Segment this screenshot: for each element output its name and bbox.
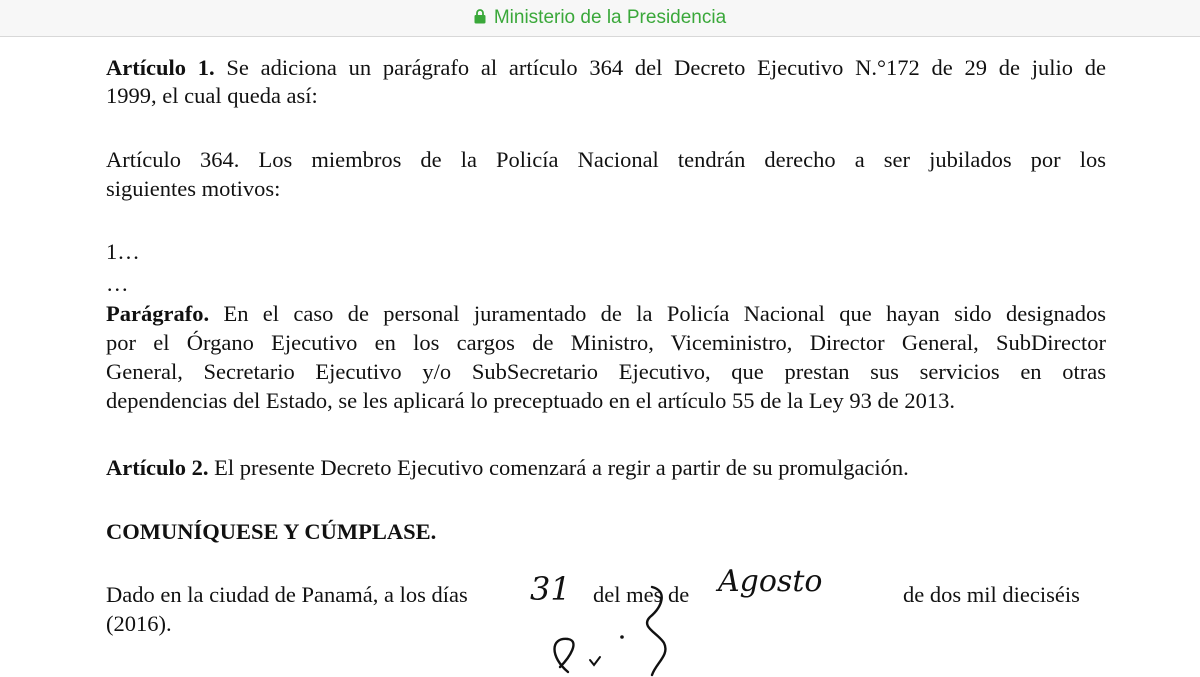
url-display[interactable] <box>0 0 1200 36</box>
handwritten-month: Agosto <box>718 564 823 599</box>
article-2-text: El presente Decreto Ejecutivo comenzará a regir a partir de su promulgación. <box>214 455 909 480</box>
dado-line-part-a: Dado en la ciudad de Panamá, a los días <box>106 582 468 607</box>
list-item-1: 1… <box>106 239 140 264</box>
article-1-text: Se adiciona un parágrafo al artículo 364 del Decreto Ejecutivo N.°172 de 29 de julio de <box>226 55 1107 80</box>
paragrafo-text: En el caso de personal juramentado de la Policía Nacional que hayan sido designados <box>223 301 1107 326</box>
dado-line-part-c: de dos mil dieciséis <box>903 582 1080 607</box>
paragrafo-line-1 <box>106 301 1106 327</box>
article-2-line <box>106 455 909 481</box>
dado-line-part-b: del mes de <box>593 582 690 607</box>
lock-icon <box>474 8 486 30</box>
paragrafo-line-3: General, Secretario Ejecutivo y/o SubSecretario Ejecutivo, que prestan sus servicios en otras <box>106 359 1106 384</box>
article-364-line-1: Artículo 364. Los miembros de la Policía Nacional tendrán derecho a ser jubilados por los <box>106 147 1106 172</box>
article-364-line-2: siguientes motivos: <box>106 176 281 201</box>
paragrafo-line-2: por el Órgano Ejecutivo en los cargos de Ministro, Viceministro, Director General, SubDirector <box>106 330 1106 355</box>
site-title: Ministerio de la Presidencia <box>493 7 727 28</box>
signature-scribble <box>540 577 700 677</box>
closing-heading: COMUNÍQUESE Y CÚMPLASE. <box>106 519 437 544</box>
browser-address-bar[interactable] <box>0 0 1200 37</box>
article-1-label: Artículo 1. <box>106 55 215 80</box>
article-1-line-1 <box>106 55 1106 81</box>
dado-year: (2016). <box>106 611 172 636</box>
paragrafo-line-4: dependencias del Estado, se les aplicará lo preceptuado en el artículo 55 de la Ley 93 de 2013. <box>106 388 956 413</box>
document-page <box>0 37 1200 675</box>
article-1-line-2: 1999, el cual queda así: <box>106 83 318 108</box>
handwritten-day: 31 <box>530 570 571 608</box>
article-2-label: Artículo 2. <box>106 455 209 480</box>
ellipsis-line: … <box>106 271 129 296</box>
paragrafo-label: Parágrafo. <box>106 301 210 326</box>
